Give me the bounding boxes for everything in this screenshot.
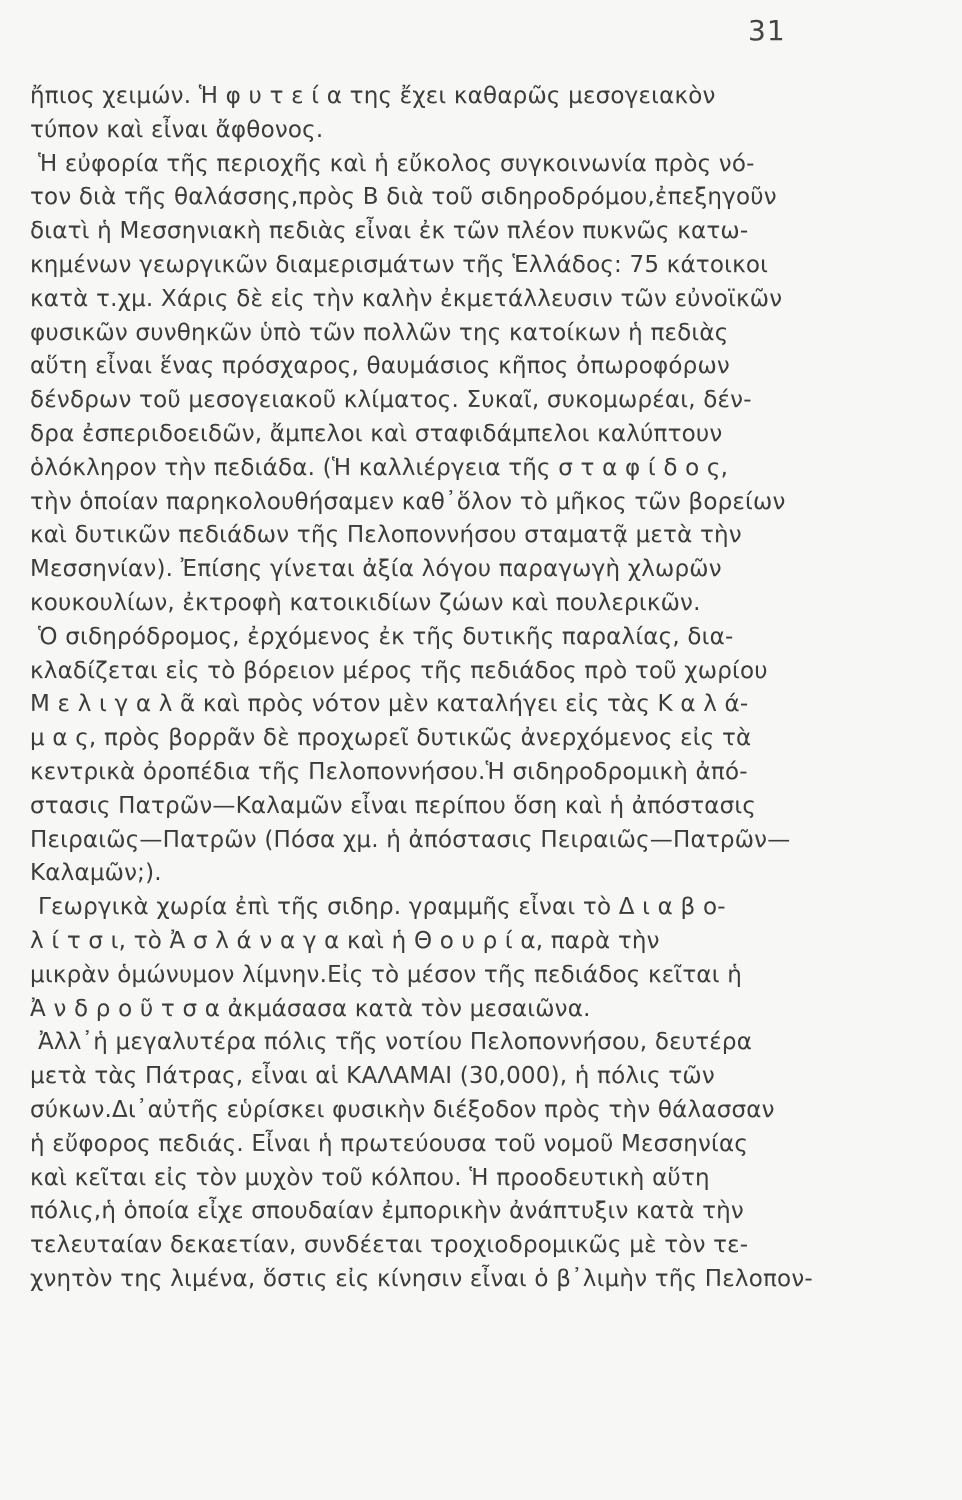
text-line: κεντρικὰ ὀροπέδια τῆς Πελοποννήσου.Ἡ σιδηροδρομικὴ ἀπό- [30,758,748,785]
text-line: Ἀλλ᾽ἡ μεγαλυτέρα πόλις τῆς νοτίου Πελοποννήσου, δευτέρα [38,1029,753,1056]
text-line: πόλις,ἡ ὁποία εἶχε σπουδαίαν ἐμπορικὴν ἀνάπτυξιν κατὰ τὴν [30,1198,744,1225]
text-line: Ἀ ν δ ρ ο ῦ τ σ α ἀκμάσασα κατὰ τὸν μεσαιῶνα. [30,995,591,1022]
text-line: μικρὰν ὁμώνυμον λίμνην.Εἰς τὸ μέσον τῆς πεδιάδος κεῖται ἡ [30,961,743,988]
text-line: τύπον καὶ εἶναι ἄφθονος. [30,116,324,143]
text-line: Ὁ σιδηρόδρομος, ἐρχόμενος ἐκ τῆς δυτικῆς παραλίας, δια- [38,623,734,650]
text-line: στασις Πατρῶν—Καλαμῶν εἶναι περίπου ὅση καὶ ἡ ἀπόστασις [30,792,757,819]
text-line: λ ί τ σ ι, τὸ Ἀ σ λ ά ν α γ α καὶ ἡ Θ ο υ ρ ί α, παρὰ τὴν [30,927,660,954]
text-line: Πειραιῶς—Πατρῶν (Πόσα χμ. ἡ ἀπόστασις Πειραιῶς—Πατρῶν— [30,826,791,853]
text-line: κημένων γεωργικῶν διαμερισμάτων τῆς Ἑλλάδος: 75 κάτοικοι [30,251,769,278]
body-text [30,80,850,1297]
text-line: αὕτη εἶναι ἕνας πρόσχαρος, θαυμάσιος κῆπος ὀπωροφόρων [30,353,730,380]
text-line: Ἡ εὐφορία τῆς περιοχῆς καὶ ἡ εὔκολος συγκοινωνία πρὸς νό- [38,150,755,177]
text-line: δένδρων τοῦ μεσογειακοῦ κλίματος. Συκαῖ, συκομωρέαι, δέν- [30,387,752,414]
text-line: δρα ἐσπεριδοειδῶν, ἄμπελοι καὶ σταφιδάμπελοι καλύπτουν [30,420,723,447]
text-line: τελευταίαν δεκαετίαν, συνδέεται τροχιοδρομικῶς μὲ τὸν τε- [30,1232,749,1259]
text-line: ὁλόκληρον τὴν πεδιάδα. (Ἡ καλλιέργεια τῆς σ τ α φ ί δ ο ς, [30,454,729,481]
text-line: χνητὸν της λιμένα, ὅστις εἰς κίνησιν εἶναι ὁ β᾽λιμὴν τῆς Πελοπον- [30,1265,813,1292]
text-line: σύκων.Δι᾽αὐτῆς εὑρίσκει φυσικὴν διέξοδον πρὸς τὴν θάλασσαν [30,1096,775,1123]
page-number: 31 [748,14,786,47]
text-line: φυσικῶν συνθηκῶν ὑπὸ τῶν πολλῶν της κατοίκων ἡ πεδιὰς [30,319,729,346]
text-line: Γεωργικὰ χωρία ἐπὶ τῆς σιδηρ. γραμμῆς εἶναι τὸ Δ ι α β ο- [38,894,726,921]
text-line: μ α ς, πρὸς βορρᾶν δὲ προχωρεῖ δυτικῶς ἀνερχόμενος εἰς τὰ [30,725,752,752]
text-line: ἤπιος χειμών. Ἡ φ υ τ ε ί α της ἔχει καθαρῶς μεσογειακὸν [30,83,716,109]
text-line: κατὰ τ.χμ. Χάρις δὲ εἰς τὴν καλὴν ἐκμετάλλευσιν τῶν εὐνοϊκῶν [30,285,783,312]
text-line: Μ ε λ ι γ α λ ᾶ καὶ πρὸς νότον μὲν καταλήγει εἰς τὰς Κ α λ ά- [30,691,749,718]
text-line: διατὶ ἡ Μεσσηνιακὴ πεδιὰς εἶναι ἐκ τῶν πλέον πυκνῶς κατω- [30,218,749,245]
text-line: τὴν ὁποίαν παρηκολουθήσαμεν καθ᾽ὅλον τὸ μῆκος τῶν βορείων [30,488,786,515]
text-line: Μεσσηνίαν). Ἐπίσης γίνεται ἀξία λόγου παραγωγὴ χλωρῶν [30,556,722,583]
text-line: μετὰ τὰς Πάτρας, εἶναι αἱ ΚΑΛΑΜΑΙ (30,000), ἡ πόλις τῶν [30,1063,715,1090]
text-line: Καλαμῶν;). [30,860,162,887]
text-line: καὶ δυτικῶν πεδιάδων τῆς Πελοποννήσου σταματᾷ μετὰ τὴν [30,522,742,549]
text-line: κουκουλίων, ἐκτροφὴ κατοικιδίων ζώων καὶ πουλερικῶν. [30,589,701,616]
text-line: καὶ κεῖται εἰς τὸν μυχὸν τοῦ κόλπου. Ἡ προοδευτικὴ αὕτη [30,1164,710,1191]
text-line: τον διὰ τῆς θαλάσσης,πρὸς Β διὰ τοῦ σιδηροδρόμου,ἐπεξηγοῦν [30,184,777,211]
text-line: ἡ εὔφορος πεδιάς. Εἶναι ἡ πρωτεύουσα τοῦ νομοῦ Μεσσηνίας [30,1130,749,1157]
text-line: κλαδίζεται εἰς τὸ βόρειον μέρος τῆς πεδιάδος πρὸ τοῦ χωρίου [30,657,768,684]
